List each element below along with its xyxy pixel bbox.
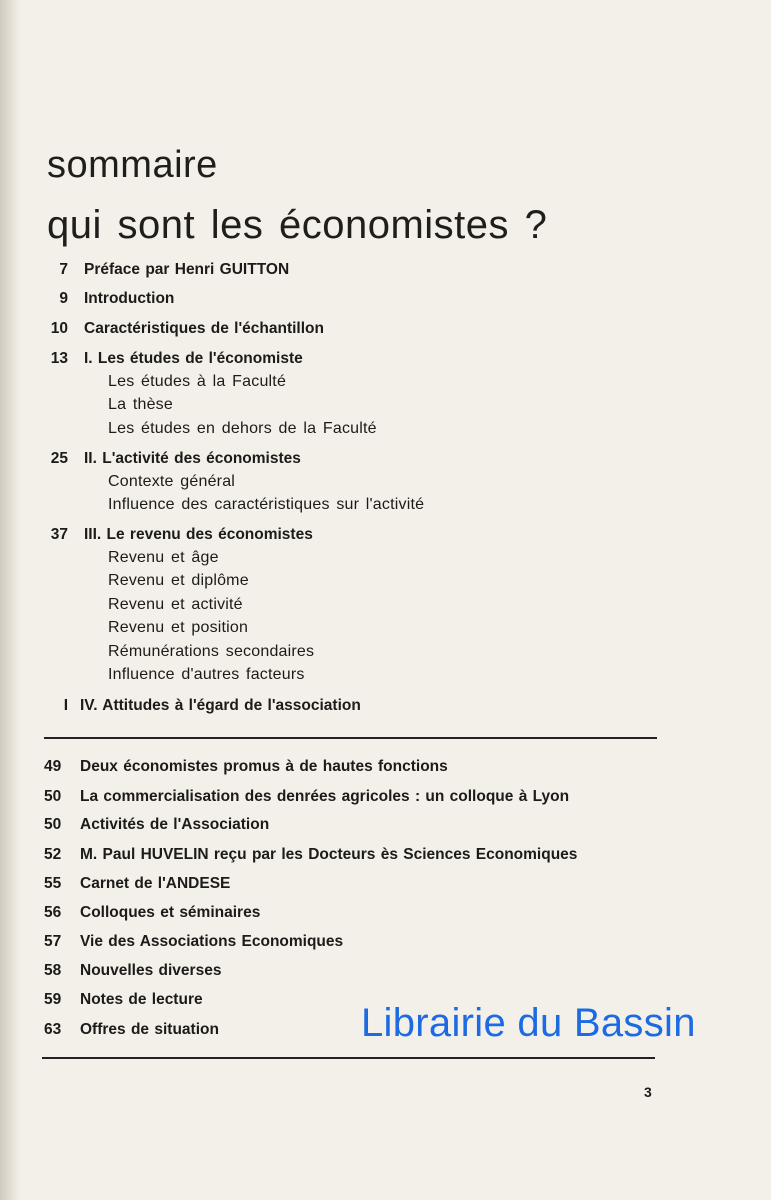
toc2-entry-title: Notes de lecture	[80, 991, 203, 1008]
toc-entry-title: II. L'activité des économistes	[84, 450, 301, 467]
toc2-page-number: 57	[44, 933, 62, 950]
divider	[42, 1057, 655, 1059]
toc-page-number: 7	[59, 261, 68, 278]
toc-entry-title: Préface par Henri GUITTON	[84, 261, 290, 278]
toc-subentry: La thèse	[108, 396, 173, 413]
toc-subentry: Contexte général	[108, 473, 236, 490]
toc2-page-number: 63	[44, 1021, 62, 1038]
toc-entry-title: III. Le revenu des économistes	[84, 526, 313, 543]
toc-page-number: 13	[50, 350, 68, 367]
toc2-entry-title: Nouvelles diverses	[80, 962, 222, 979]
toc-entry-title: IV. Attitudes à l'égard de l'association	[80, 697, 361, 714]
toc2-page-number: 59	[44, 991, 62, 1008]
toc-page-number: 10	[50, 320, 68, 337]
toc2-page-number: 49	[44, 758, 62, 775]
toc-subentry: Rémunérations secondaires	[108, 643, 315, 660]
watermark: Librairie du Bassin	[361, 1001, 696, 1045]
toc-subentry: Revenu et position	[108, 619, 249, 636]
page-number: 3	[644, 1084, 652, 1100]
toc2-page-number: 50	[44, 816, 62, 833]
toc-page-number: 9	[59, 290, 68, 307]
page-title: qui sont les économistes ?	[47, 203, 548, 247]
toc-entry-title: Introduction	[84, 290, 175, 307]
page-edge	[0, 0, 20, 1200]
toc-entry-title: I. Les études de l'économiste	[84, 350, 303, 367]
toc2-entry-title: Vie des Associations Economiques	[80, 933, 344, 950]
toc2-entry-title: Offres de situation	[80, 1021, 219, 1038]
toc-subentry: Revenu et diplôme	[108, 572, 249, 589]
toc-subentry: Revenu et activité	[108, 596, 243, 613]
toc2-page-number: 58	[44, 962, 62, 979]
toc2-entry-title: Colloques et séminaires	[80, 904, 261, 921]
toc-subentry: Influence des caractéristiques sur l'activité	[108, 496, 425, 513]
toc2-entry-title: M. Paul HUVELIN reçu par les Docteurs ès Sciences Economiques	[80, 846, 578, 863]
toc-page-number: I	[63, 697, 68, 714]
toc2-page-number: 50	[44, 788, 62, 805]
toc-subentry: Revenu et âge	[108, 549, 219, 566]
toc2-page-number: 52	[44, 846, 62, 863]
toc-subentry: Les études à la Faculté	[108, 373, 287, 390]
heading: sommaire	[47, 144, 218, 186]
toc2-page-number: 55	[44, 875, 62, 892]
toc2-entry-title: Activités de l'Association	[80, 816, 270, 833]
toc2-entry-title: La commercialisation des denrées agricoles : un colloque à Lyon	[80, 788, 570, 805]
toc2-entry-title: Carnet de l'ANDESE	[80, 875, 231, 892]
toc-subentry: Les études en dehors de la Faculté	[108, 420, 377, 437]
toc2-page-number: 56	[44, 904, 62, 921]
toc-subentry: Influence d'autres facteurs	[108, 666, 305, 683]
toc-page-number: 37	[50, 526, 68, 543]
toc-page-number: 25	[50, 450, 68, 467]
toc-entry-title: Caractéristiques de l'échantillon	[84, 320, 324, 337]
toc2-entry-title: Deux économistes promus à de hautes fonctions	[80, 758, 448, 775]
divider	[44, 737, 657, 739]
